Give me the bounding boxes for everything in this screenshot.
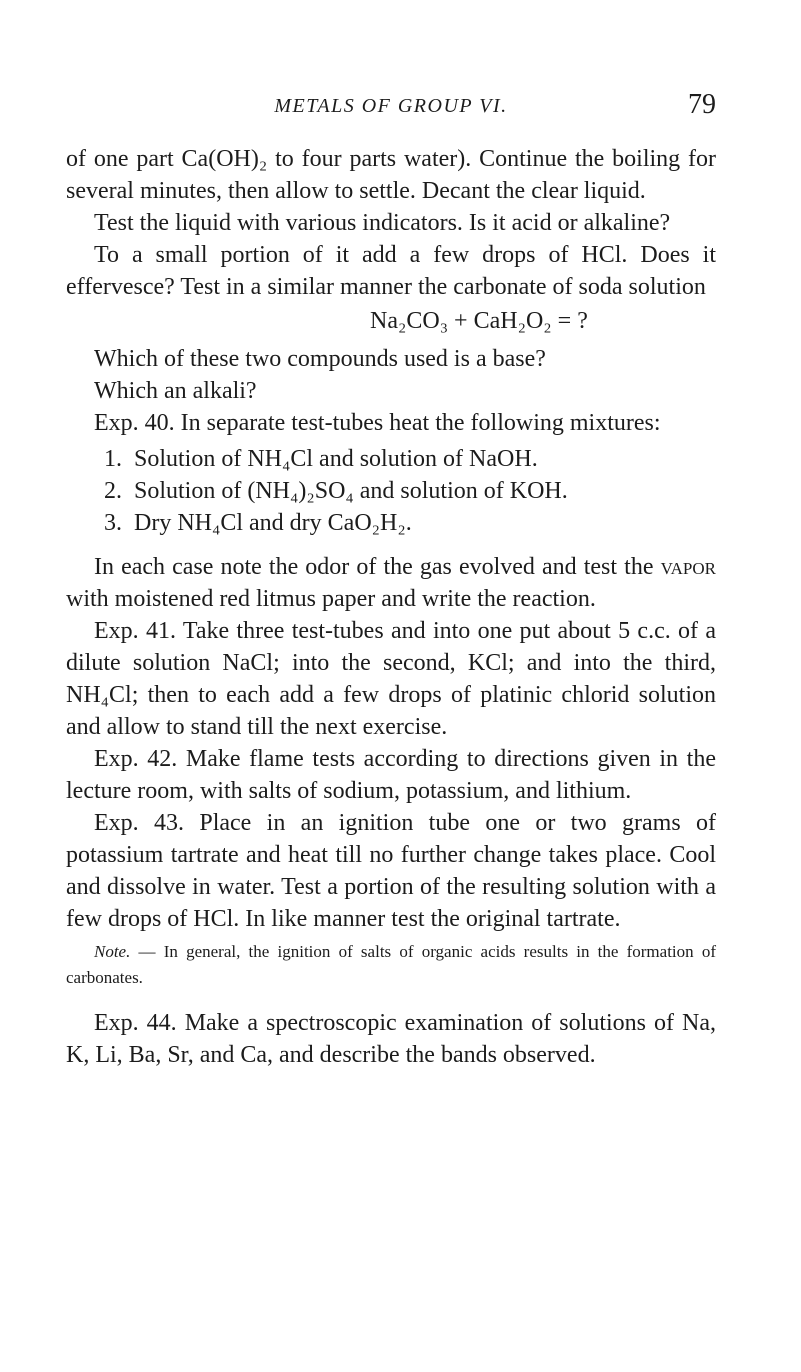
list-item-number: 1. bbox=[104, 446, 122, 472]
chapter-title: METALS OF GROUP VI. bbox=[274, 95, 508, 117]
note-text: — In general, the ignition of salts of organic acids results in the formation of carbonates. bbox=[66, 942, 716, 987]
experiment-43: Exp. 43. Place in an ignition tube one or two grams of potassium tartrate and heat till no further change takes place. Cool and dissolve in water. Test a portion of the resulting solution with a few drops of HCl. In like manner test the original tartrate. bbox=[66, 810, 716, 932]
experiment-42: Exp. 42. Make flame tests according to directions given in the lecture room, with salts of sodium, potassium, and lithium. bbox=[66, 746, 716, 804]
question-alkali: Which an alkali? bbox=[94, 378, 257, 404]
list-item bbox=[104, 475, 716, 507]
experiment-41: Exp. 41. Take three test-tubes and into one put about 5 c.c. of a dilute solution NaCl; into the second, KCl; and into the third, NH₄Cl; then to each add a few drops of platinic chlorid solution and allow to stand till the next exercise. bbox=[66, 618, 716, 740]
paragraph-odor-test bbox=[66, 551, 716, 615]
note-label: Note. bbox=[94, 942, 131, 961]
vapor-term: vapor bbox=[660, 554, 716, 580]
list-item bbox=[104, 507, 716, 539]
list-item-text: Solution of NH₄Cl and solution of NaOH. bbox=[134, 446, 538, 472]
chemical-equation: Na₂CO₃ + CaH₂O₂ = ? bbox=[370, 308, 588, 334]
odor-test-rest: with moistened red litmus paper and write the reaction. bbox=[66, 586, 596, 612]
list-item-text: Dry NH₄Cl and dry CaO₂H₂. bbox=[134, 510, 412, 536]
experiment-40: Exp. 40. In separate test-tubes heat the following mixtures: bbox=[94, 410, 661, 436]
odor-test-lead: In each case note the odor of the gas evolved and test the bbox=[94, 554, 654, 580]
question-base: Which of these two compounds used is a base? bbox=[94, 346, 546, 372]
paragraph-indicators: Test the liquid with various indicators. Is it acid or alkaline? bbox=[94, 210, 671, 236]
page-number: 79 bbox=[688, 89, 716, 120]
list-item-number: 3. bbox=[104, 510, 122, 536]
experiment-44: Exp. 44. Make a spectroscopic examination of solutions of Na, K, Li, Ba, Sr, and Ca, and describe the bands observed. bbox=[66, 1010, 716, 1068]
list-item-number: 2. bbox=[104, 478, 122, 504]
experiment-40-mixture-list bbox=[66, 443, 716, 539]
list-item bbox=[104, 443, 716, 475]
book-page bbox=[66, 89, 716, 1071]
list-item-text: Solution of (NH₄)₂SO₄ and solution of KOH. bbox=[134, 478, 568, 504]
paragraph-continuation: of one part Ca(OH)₂ to four parts water). Continue the boiling for several minutes, then allow to settle. Decant the clear liquid. bbox=[66, 146, 716, 204]
note bbox=[66, 939, 716, 991]
paragraph-effervesce: To a small portion of it add a few drops of HCl. Does it effervesce? Test in a similar manner the carbonate of soda solution bbox=[66, 242, 716, 300]
running-head bbox=[66, 89, 716, 135]
